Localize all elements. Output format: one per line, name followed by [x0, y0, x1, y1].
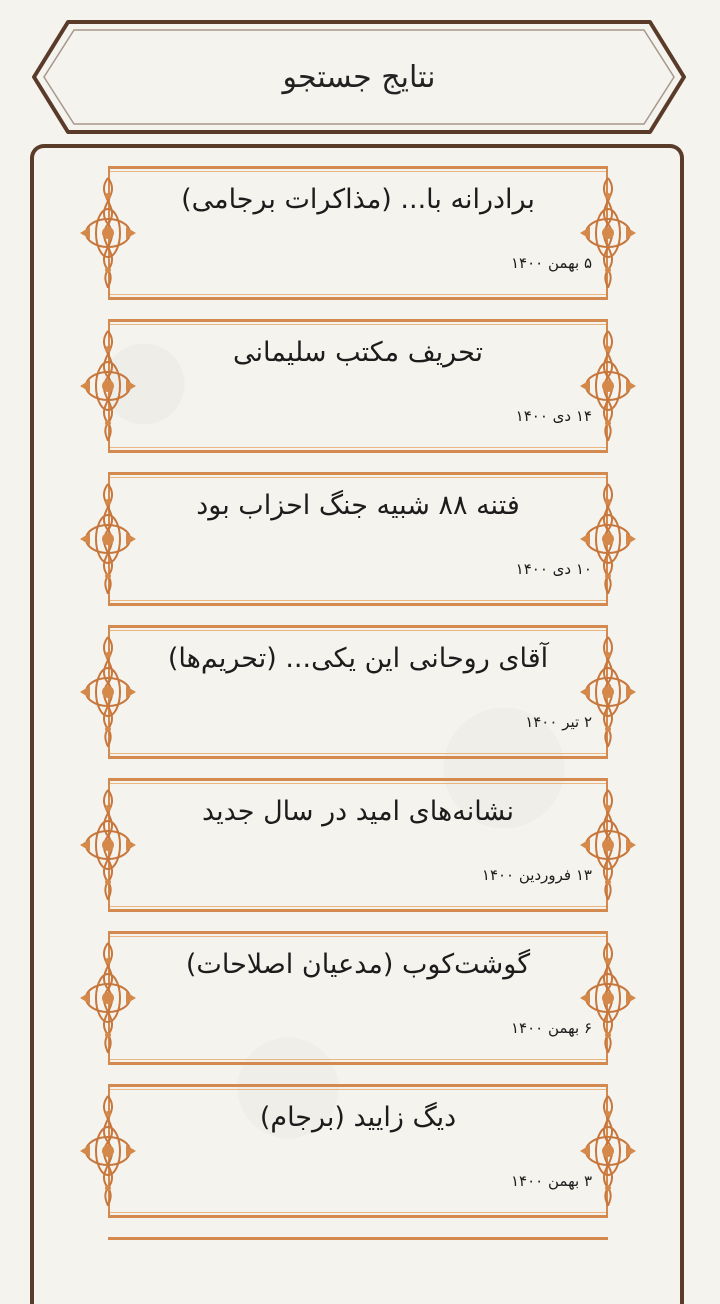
item-border-top: [108, 625, 608, 628]
item-border-bottom: [108, 756, 608, 759]
item-border-top: [108, 166, 608, 169]
item-border-bottom: [108, 297, 608, 300]
result-date: ۱۰ دی ۱۴۰۰: [515, 560, 592, 578]
item-border-top: [108, 931, 608, 934]
result-item[interactable]: [108, 1084, 608, 1218]
result-item[interactable]: [108, 625, 608, 759]
result-title: گوشت‌کوب (مدعیان اصلاحات): [185, 949, 531, 980]
item-border-top: [108, 319, 608, 322]
item-border-top: [108, 778, 608, 781]
result-item[interactable]: [108, 472, 608, 606]
item-border-top: [108, 472, 608, 475]
result-date: ۵ بهمن ۱۴۰۰: [510, 254, 592, 272]
item-border-bottom: [108, 1062, 608, 1065]
result-title: تحریف مکتب سلیمانی: [232, 337, 484, 368]
result-title: دیگ زایید (برجام): [259, 1102, 457, 1133]
result-title: برادرانه با... (مذاکرات برجامی): [181, 184, 535, 215]
page-title: نتایج جستجو: [282, 59, 436, 95]
result-item-partial: [108, 1237, 608, 1240]
item-border-bottom: [108, 909, 608, 912]
result-title: فتنه ۸۸ شبیه جنگ احزاب بود: [196, 490, 520, 521]
result-date: ۳ بهمن ۱۴۰۰: [510, 1172, 592, 1190]
result-item[interactable]: [108, 319, 608, 453]
result-item[interactable]: [108, 166, 608, 300]
item-border-bottom: [108, 450, 608, 453]
result-date: ۱۳ فروردین ۱۴۰۰: [481, 866, 592, 884]
result-item[interactable]: [108, 931, 608, 1065]
item-border-bottom: [108, 1215, 608, 1218]
result-date: ۶ بهمن ۱۴۰۰: [510, 1019, 592, 1037]
header-banner: [28, 18, 690, 136]
result-title: آقای روحانی این یکی... (تحریم‌ها): [167, 643, 549, 674]
item-border-top: [108, 1084, 608, 1087]
result-date: ۲ تیر ۱۴۰۰: [525, 713, 592, 731]
result-date: ۱۴ دی ۱۴۰۰: [515, 407, 592, 425]
item-border-bottom: [108, 603, 608, 606]
result-title: نشانه‌های امید در سال جدید: [201, 796, 515, 827]
result-item[interactable]: [108, 778, 608, 912]
